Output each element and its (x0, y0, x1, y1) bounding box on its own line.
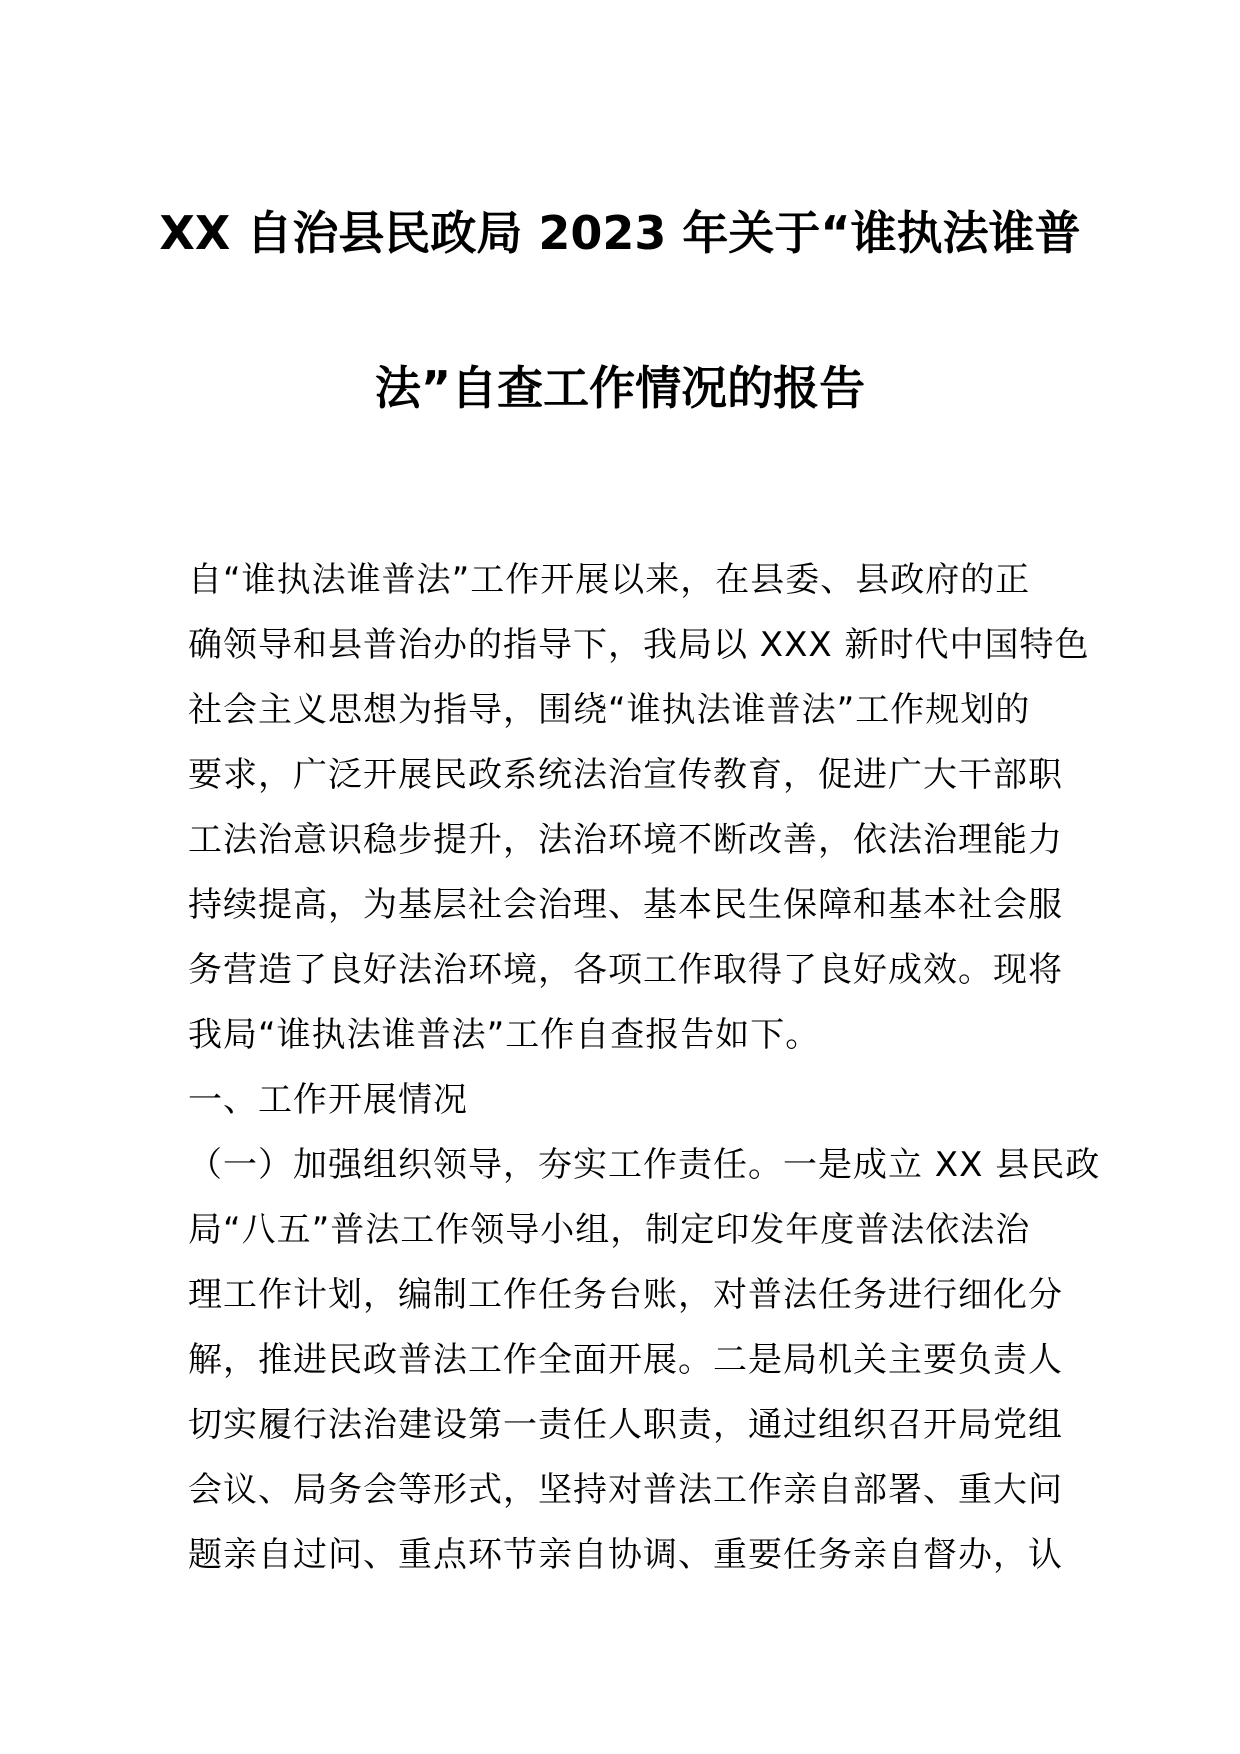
body-line: （一）加强组织领导，夯实工作责任。一是成立 XX 县民政 (188, 1145, 1101, 1185)
body-line: 工法治意识稳步提升，法治环境不断改善，依法治理能力 (188, 820, 1063, 860)
body-line: 局“八五”普法工作领导小组，制定印发年度普法依法治 (188, 1210, 1031, 1250)
body-line: 务营造了良好法治环境，各项工作取得了良好成效。现将 (188, 950, 1063, 990)
body-line: 切实履行法治建设第一责任人职责，通过组织召开局党组 (188, 1405, 1063, 1445)
body-line: 理工作计划，编制工作任务台账，对普法任务进行细化分 (188, 1275, 1063, 1315)
section-heading: 一、工作开展情况 (188, 1080, 468, 1120)
body-line: 我局“谁执法谁普法”工作自查报告如下。 (188, 1015, 821, 1055)
body-line: 要求，广泛开展民政系统法治宣传教育，促进广大干部职 (188, 755, 1063, 795)
body-line: 题亲自过问、重点环节亲自协调、重要任务亲自督办，认 (188, 1535, 1063, 1575)
body-line: 确领导和县普治办的指导下，我局以 XXX 新时代中国特色 (188, 625, 1090, 665)
body-line: 社会主义思想为指导，围绕“谁执法谁普法”工作规划的 (188, 690, 1031, 730)
document-body (188, 548, 1101, 1588)
body-line: 自“谁执法谁普法”工作开展以来，在县委、县政府的正 (188, 560, 1031, 600)
body-line: 解，推进民政普法工作全面开展。二是局机关主要负责人 (188, 1340, 1063, 1380)
body-line: 会议、局务会等形式，坚持对普法工作亲自部署、重大问 (188, 1470, 1063, 1510)
document-title-line-1: XX 自治县民政局 2023 年关于“谁执法谁普 (159, 206, 1081, 260)
body-line: 持续提高，为基层社会治理、基本民生保障和基本社会服 (188, 885, 1063, 925)
document-title-line-2: 法”自查工作情况的报告 (374, 361, 866, 415)
